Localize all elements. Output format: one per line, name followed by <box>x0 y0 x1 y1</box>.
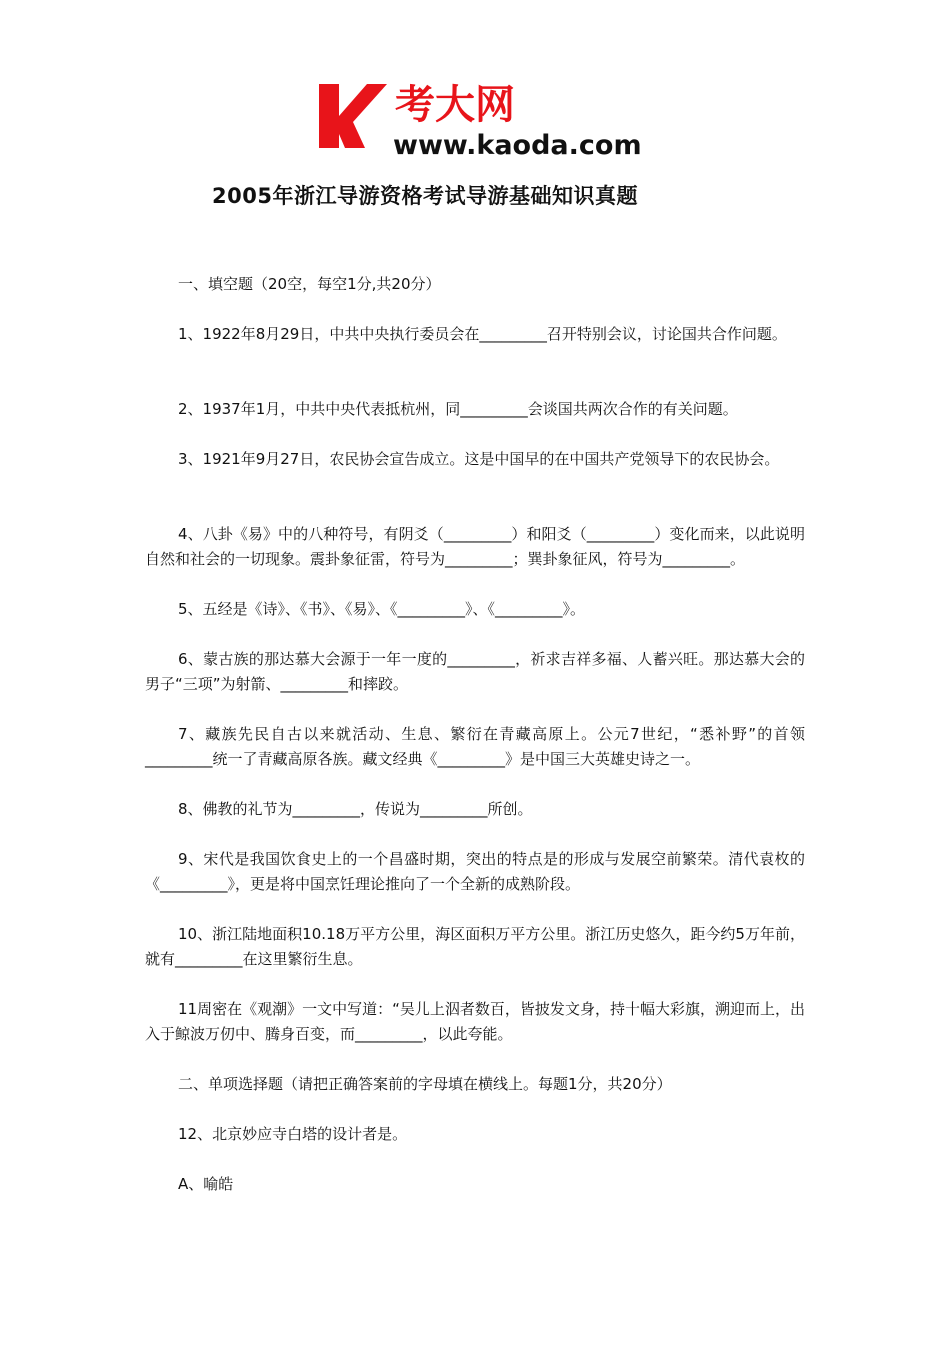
question-8: 8、佛教的礼节为_________，传说为_________所创。 <box>178 800 533 818</box>
section-heading-fill-in: 一、填空题（20空，每空1分,共20分） <box>178 275 441 293</box>
question-3: 3、1921年9月27日，农民协会宣告成立。这是中国早的在中国共产党领导下的农民协会。 <box>178 450 780 468</box>
question-12: 12、北京妙应寺白塔的设计者是。 <box>178 1125 408 1143</box>
question-1: 1、1922年8月29日，中共中央执行委员会在_________召开特别会议，讨论国共合作问题。 <box>178 325 787 343</box>
question-2: 2、1937年1月，中共中央代表抵杭州，同_________会谈国共两次合作的有关问题。 <box>178 400 738 418</box>
kaoda-logo-graphic <box>315 78 645 160</box>
option-a: A、喻皓 <box>178 1175 234 1193</box>
kaoda-logo <box>315 78 645 160</box>
logo-url: www.kaoda.com <box>393 130 642 160</box>
k-mark-icon <box>319 84 387 148</box>
section-heading-single-choice: 二、单项选择题（请把正确答案前的字母填在横线上。每题1分，共20分） <box>178 1075 672 1093</box>
logo-chinese-name: 考大网 <box>395 82 515 128</box>
question-6: 6、蒙古族的那达慕大会源于一年一度的_________，祈求吉祥多福、人蓄兴旺。那达慕大会的男子“三项”为射箭、_________和摔跤。 <box>145 650 805 693</box>
question-10: 10、浙江陆地面积10.18万平方公里，海区面积万平方公里。浙江历史悠久，距今约5万年前，就有_________在这里繁衍生息。 <box>145 925 805 968</box>
question-4: 4、八卦《易》中的八种符号，有阴爻（_________）和阳爻（_________）变化而来，以此说明自然和社会的一切现象。震卦象征雷，符号为_________；巽卦象征风，符号为_________。 <box>145 525 805 568</box>
question-7: 7、藏族先民自古以来就活动、生息、繁衍在青藏高原上。公元7世纪，“悉补野”的首领_________统一了青藏高原各族。藏文经典《_________》是中国三大英雄史诗之一。 <box>145 725 805 768</box>
question-5: 5、五经是《诗》、《书》、《易》、《_________》、《_________》。 <box>178 600 586 618</box>
question-11: 11周密在《观潮》一文中写道：“吴儿上泅者数百，皆披发文身，持十幅大彩旗，溯迎而上，出入于鲸波万仞中、腾身百变，而_________，以此夸能。 <box>145 1000 805 1043</box>
question-9: 9、宋代是我国饮食史上的一个昌盛时期，突出的特点是的形成与发展空前繁荣。清代袁枚的《_________》，更是将中国烹饪理论推向了一个全新的成熟阶段。 <box>145 850 805 893</box>
document-title: 2005年浙江导游资格考试导游基础知识真题 <box>212 184 638 208</box>
